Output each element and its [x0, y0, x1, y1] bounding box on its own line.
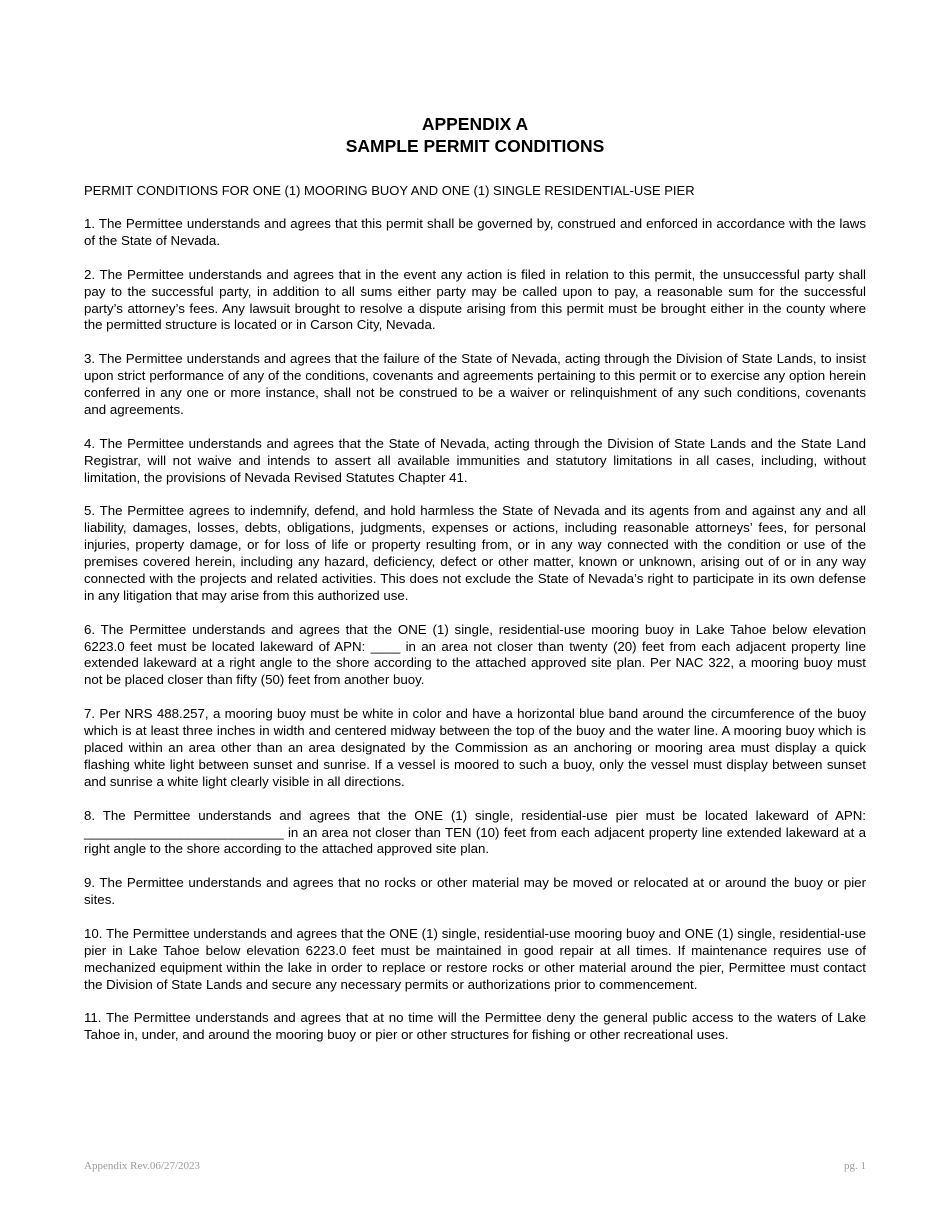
condition-3: 3. The Permittee understands and agrees that the failure of the State of Nevada, acting through the Division of State Lands, to insist upon strict performance of any of the conditions, covenants and agreements pertaining to this permit or to exercise any option herein conferred in any one or more instance, shall not be construed to be a waiver or relinquishment of any such conditions, covenants and agreements.: [84, 351, 866, 417]
page-number: pg. 1: [844, 1160, 866, 1172]
revision-label: Appendix Rev.06/27/2023: [84, 1160, 200, 1172]
condition-10: 10. The Permittee understands and agrees that the ONE (1) single, residential-use mooring buoy and ONE (1) single, residential-use pier in Lake Tahoe below elevation 6223.0 feet must be maintained in good repair at all times. If maintenance requires use of mechanized equipment within the lake in order to replace or restore rocks or other material around the pier, Permittee must contact the Division of State Lands and secure any necessary permits or authorizations prior to commencement.: [84, 925, 866, 992]
title-line-2: SAMPLE PERMIT CONDITIONS: [345, 136, 605, 156]
conditions-list: [84, 216, 866, 1061]
condition-11: 11. The Permittee understands and agrees that at no time will the Permittee deny the general public access to the waters of Lake Tahoe in, under, and around the mooring buoy or pier or other structures for fishing or other recreational uses.: [84, 1010, 866, 1043]
condition-8: 8. The Permittee understands and agrees that the ONE (1) single, residential-use pier must be located lakeward of APN: ___________________________ in an area not closer than TEN (10) feet from each adjacent property line extended lakeward at a right angle to the shore according to the attached approved site plan.: [84, 807, 866, 857]
condition-4: 4. The Permittee understands and agrees that the State of Nevada, acting through the Division of State Lands and the State Land Registrar, will not waive and intends to assert all available immunities and statutory limitations in all cases, including, without limitation, the provisions of Nevada Revised Statutes Chapter 41.: [84, 435, 866, 485]
section-heading: PERMIT CONDITIONS FOR ONE (1) MOORING BUOY AND ONE (1) SINGLE RESIDENTIAL-USE PIER: [84, 183, 695, 198]
condition-5: 5. The Permittee agrees to indemnify, defend, and hold harmless the State of Nevada and its agents from and against any and all liability, damages, losses, debts, obligations, judgments, expenses or actions, including reasonable attorneys’ fees, for personal injuries, property damage, or for loss of life or property resulting from, or in any way connected with the condition or use of the premises covered herein, including any hazard, deficiency, defect or other matter, known or unknown, arising out of or in any way connected with the projects and related activities. This does not exclude the State of Nevada’s right to participate in its own defense in any litigation that may arise from this authorized use.: [84, 503, 866, 603]
condition-7: 7. Per NRS 488.257, a mooring buoy must be white in color and have a horizontal blue band around the circumference of the buoy which is at least three inches in width and centered midway between the top of the buoy and the water line. A mooring buoy which is placed within an area other than an area designated by the Commission as an anchoring or mooring area must display a quick flashing white light between sunset and sunrise. If a vessel is moored to such a buoy, only the vessel must display between sunset and sunrise a white light clearly visible in all directions.: [84, 706, 866, 789]
document-title: [84, 113, 866, 157]
condition-1: 1. The Permittee understands and agrees that this permit shall be governed by, construed and enforced in accordance with the laws of the State of Nevada.: [84, 216, 866, 248]
title-line-1: APPENDIX A: [421, 114, 529, 134]
condition-2: 2. The Permittee understands and agrees that in the event any action is filed in relation to this permit, the unsuccessful party shall pay to the successful party, in addition to all sums either party may be called upon to pay, a reasonable sum for the successful party’s attorney’s fees. Any lawsuit brought to resolve a dispute arising from this permit must be brought either in the county where the permitted structure is located or in Carson City, Nevada.: [84, 266, 866, 333]
condition-6: 6. The Permittee understands and agrees that the ONE (1) single, residential-use mooring buoy in Lake Tahoe below elevation 6223.0 feet must be located lakeward of APN: ____ in an area not closer than twenty (20) feet from each adjacent property line extended lakeward at a right angle to the shore according to the attached approved site plan. Per NAC 322, a mooring buoy must not be placed closer than fifty (50) feet from another buoy.: [84, 621, 866, 688]
condition-9: 9. The Permittee understands and agrees that no rocks or other material may be moved or relocated at or around the buoy or pier sites.: [84, 875, 866, 908]
